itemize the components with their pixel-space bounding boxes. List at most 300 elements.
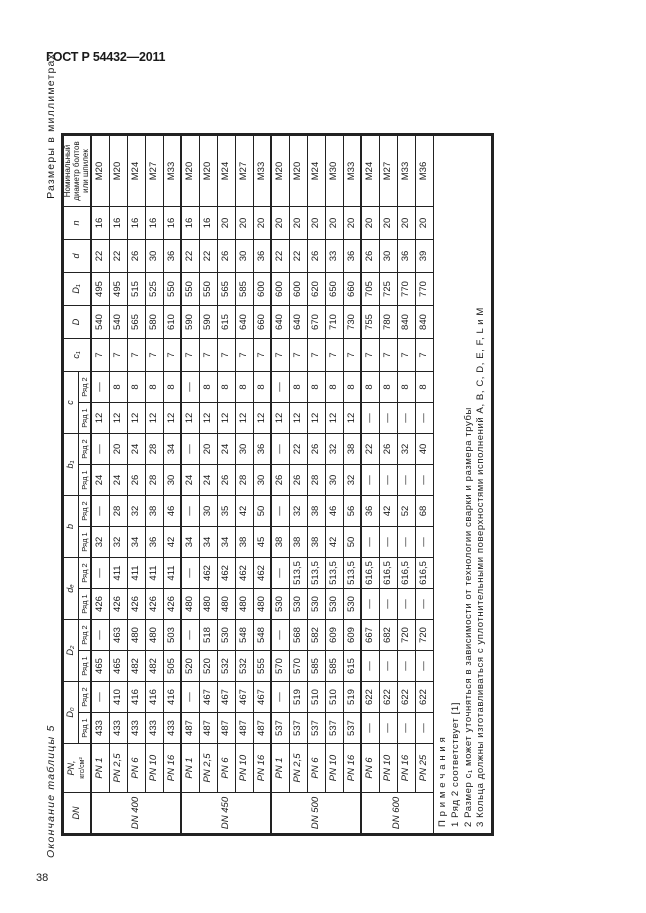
- cell-d2-row2: 568: [289, 620, 307, 651]
- cell-b-row1: —: [397, 527, 415, 558]
- cell-d2-row1: 570: [289, 651, 307, 682]
- cell-c1: 7: [289, 339, 307, 372]
- cell-b-row1: 38: [271, 527, 289, 558]
- cell-d2-row1: 570: [271, 651, 289, 682]
- table-row: [253, 135, 271, 835]
- cell-de-row2: 616,5: [415, 558, 433, 589]
- cell-bolt: M33: [163, 135, 181, 207]
- cell-b-row1: —: [361, 527, 379, 558]
- cell-bolt: M27: [145, 135, 163, 207]
- cell-d2-row2: 530: [217, 620, 235, 651]
- cell-b1-row1: 26: [271, 465, 289, 496]
- cell-b-row1: 42: [163, 527, 181, 558]
- header-row2: Ряд 2: [78, 434, 91, 465]
- cell-c1: 7: [217, 339, 235, 372]
- cell-bolt: M20: [199, 135, 217, 207]
- cell-c-row2: 8: [253, 372, 271, 403]
- header-n: n: [63, 207, 92, 240]
- cell-d: 30: [235, 240, 253, 273]
- note-item: 2 Размер c₁ может уточняться в зависимости от технологии сварки и размера трубы: [462, 407, 474, 827]
- cell-c-row1: 12: [181, 403, 199, 434]
- cell-b-row2: 32: [127, 496, 145, 527]
- cell-d2-row2: 720: [415, 620, 433, 651]
- cell-n: 16: [109, 207, 127, 240]
- cell-c1: 7: [181, 339, 199, 372]
- cell-d2-row2: 667: [361, 620, 379, 651]
- cell-pn: PN 16: [253, 744, 271, 793]
- cell-pn: PN 2,5: [109, 744, 127, 793]
- cell-c-row2: 8: [397, 372, 415, 403]
- header-d0: D₀: [63, 682, 79, 744]
- cell-c-row2: 8: [127, 372, 145, 403]
- cell-c1: 7: [361, 339, 379, 372]
- cell-pn: PN 2,5: [289, 744, 307, 793]
- cell-D1: 550: [181, 273, 199, 306]
- cell-D1: 550: [199, 273, 217, 306]
- cell-d0-row1: 537: [307, 713, 325, 744]
- cell-c1: 7: [199, 339, 217, 372]
- cell-b-row1: 38: [235, 527, 253, 558]
- cell-bolt: M20: [109, 135, 127, 207]
- cell-n: 20: [361, 207, 379, 240]
- cell-b1-row2: —: [181, 434, 199, 465]
- cell-d0-row2: 622: [379, 682, 397, 713]
- cell-b1-row2: —: [91, 434, 109, 465]
- cell-b-row1: 45: [253, 527, 271, 558]
- header-row1: Ряд 1: [78, 527, 91, 558]
- header-row2: Ряд 2: [78, 558, 91, 589]
- cell-d0-row1: —: [361, 713, 379, 744]
- header-D: D: [63, 306, 92, 339]
- cell-d0-row2: 622: [397, 682, 415, 713]
- cell-D: 730: [343, 306, 361, 339]
- cell-d: 33: [325, 240, 343, 273]
- cell-b1-row2: 32: [397, 434, 415, 465]
- cell-d: 30: [145, 240, 163, 273]
- cell-pn: PN 6: [127, 744, 145, 793]
- cell-b-row2: 42: [379, 496, 397, 527]
- cell-b1-row2: —: [271, 434, 289, 465]
- cell-d2-row1: 532: [217, 651, 235, 682]
- cell-d: 36: [397, 240, 415, 273]
- cell-d2-row1: 532: [235, 651, 253, 682]
- cell-b-row2: —: [271, 496, 289, 527]
- cell-c1: 7: [343, 339, 361, 372]
- cell-b1-row1: 26: [289, 465, 307, 496]
- cell-d: 26: [217, 240, 235, 273]
- cell-d0-row2: —: [91, 682, 109, 713]
- cell-bolt: M24: [217, 135, 235, 207]
- cell-c1: 7: [271, 339, 289, 372]
- cell-d: 22: [289, 240, 307, 273]
- cell-d2-row2: 463: [109, 620, 127, 651]
- cell-D1: 650: [325, 273, 343, 306]
- cell-c-row1: —: [379, 403, 397, 434]
- cell-n: 20: [271, 207, 289, 240]
- cell-b1-row2: 34: [163, 434, 181, 465]
- cell-c-row1: 12: [253, 403, 271, 434]
- cell-d0-row1: 433: [145, 713, 163, 744]
- document-title: ГОСТ Р 54432—2011: [46, 50, 166, 64]
- cell-bolt: M30: [325, 135, 343, 207]
- cell-d: 22: [181, 240, 199, 273]
- cell-b-row1: 34: [199, 527, 217, 558]
- cell-c-row1: 12: [289, 403, 307, 434]
- cell-pn: PN 10: [379, 744, 397, 793]
- cell-de-row2: 513,5: [289, 558, 307, 589]
- cell-c-row2: 8: [415, 372, 433, 403]
- cell-c-row1: 12: [127, 403, 145, 434]
- cell-b1-row1: 32: [343, 465, 361, 496]
- cell-de-row2: 513,5: [307, 558, 325, 589]
- header-d2: D₂: [63, 620, 79, 682]
- cell-de-row1: 426: [145, 589, 163, 620]
- cell-de-row2: —: [91, 558, 109, 589]
- cell-de-row1: 426: [163, 589, 181, 620]
- cell-n: 20: [253, 207, 271, 240]
- cell-de-row2: 411: [163, 558, 181, 589]
- cell-b1-row2: 26: [379, 434, 397, 465]
- table-row: [271, 135, 289, 835]
- cell-de-row2: 616,5: [397, 558, 415, 589]
- cell-D: 640: [235, 306, 253, 339]
- cell-de-row1: 480: [235, 589, 253, 620]
- cell-b1-row2: 30: [235, 434, 253, 465]
- cell-b1-row1: 28: [235, 465, 253, 496]
- cell-c1: 7: [145, 339, 163, 372]
- cell-b-row2: 46: [163, 496, 181, 527]
- cell-d: 26: [307, 240, 325, 273]
- table-row: [343, 135, 361, 835]
- cell-D1: 495: [109, 273, 127, 306]
- header-bolt-diameter: Номинальный диаметр болтов или шпилек: [63, 135, 92, 207]
- cell-c-row1: —: [397, 403, 415, 434]
- cell-b1-row2: 20: [109, 434, 127, 465]
- table-row: [235, 135, 253, 835]
- cell-b1-row2: 40: [415, 434, 433, 465]
- cell-d0-row1: 433: [109, 713, 127, 744]
- cell-d: 39: [415, 240, 433, 273]
- cell-D1: 600: [253, 273, 271, 306]
- cell-b1-row1: 26: [217, 465, 235, 496]
- cell-b1-row1: 28: [307, 465, 325, 496]
- cell-b-row1: 34: [127, 527, 145, 558]
- cell-d: 26: [361, 240, 379, 273]
- cell-pn: PN 10: [235, 744, 253, 793]
- cell-d0-row2: 410: [109, 682, 127, 713]
- header-pn: PN, кгс/см²: [63, 744, 92, 793]
- cell-D1: 525: [145, 273, 163, 306]
- cell-d2-row1: 520: [181, 651, 199, 682]
- cell-c-row1: 12: [199, 403, 217, 434]
- cell-d0-row2: 519: [289, 682, 307, 713]
- cell-b-row2: 42: [235, 496, 253, 527]
- cell-c-row2: 8: [361, 372, 379, 403]
- cell-c-row1: 12: [217, 403, 235, 434]
- cell-n: 16: [181, 207, 199, 240]
- cell-pn: PN 1: [91, 744, 109, 793]
- cell-c1: 7: [415, 339, 433, 372]
- cell-D1: 600: [271, 273, 289, 306]
- cell-D: 610: [163, 306, 181, 339]
- cell-d: 22: [199, 240, 217, 273]
- cell-c-row2: 8: [199, 372, 217, 403]
- header-b1: b₁: [63, 434, 79, 496]
- cell-d2-row2: 518: [199, 620, 217, 651]
- cell-bolt: M33: [343, 135, 361, 207]
- header-row1: Ряд 1: [78, 713, 91, 744]
- cell-c-row1: 12: [109, 403, 127, 434]
- cell-d2-row2: 682: [379, 620, 397, 651]
- cell-d2-row2: 503: [163, 620, 181, 651]
- cell-b-row2: 36: [361, 496, 379, 527]
- cell-pn: PN 1: [181, 744, 199, 793]
- cell-d0-row1: 487: [199, 713, 217, 744]
- cell-d0-row2: 519: [343, 682, 361, 713]
- cell-d2-row1: —: [361, 651, 379, 682]
- cell-b-row2: 68: [415, 496, 433, 527]
- cell-b-row2: 30: [199, 496, 217, 527]
- table-row: [109, 135, 127, 835]
- cell-dn: DN 500: [271, 793, 361, 835]
- cell-d0-row1: 537: [343, 713, 361, 744]
- cell-bolt: M20: [289, 135, 307, 207]
- cell-d2-row2: 548: [235, 620, 253, 651]
- cell-n: 16: [91, 207, 109, 240]
- cell-c1: 7: [235, 339, 253, 372]
- cell-c1: 7: [91, 339, 109, 372]
- cell-c1: 7: [379, 339, 397, 372]
- cell-D: 670: [307, 306, 325, 339]
- cell-pn: PN 6: [217, 744, 235, 793]
- cell-bolt: M20: [181, 135, 199, 207]
- header-b: b: [63, 496, 79, 558]
- cell-D: 640: [271, 306, 289, 339]
- notes-title: П р и м е ч а н и я: [436, 736, 448, 827]
- cell-c-row2: —: [91, 372, 109, 403]
- cell-d0-row2: 622: [415, 682, 433, 713]
- table-row: [361, 135, 379, 835]
- cell-pn: PN 25: [415, 744, 433, 793]
- table-row: [91, 135, 109, 835]
- cell-de-row1: 530: [307, 589, 325, 620]
- cell-D1: 770: [415, 273, 433, 306]
- cell-c-row2: —: [181, 372, 199, 403]
- cell-c-row2: 8: [325, 372, 343, 403]
- cell-de-row1: —: [361, 589, 379, 620]
- cell-c1: 7: [307, 339, 325, 372]
- cell-D: 565: [127, 306, 145, 339]
- cell-c-row1: 12: [325, 403, 343, 434]
- cell-d2-row2: 609: [343, 620, 361, 651]
- table-row: [181, 135, 199, 835]
- cell-b-row1: 32: [91, 527, 109, 558]
- cell-b1-row1: 24: [91, 465, 109, 496]
- page-number: 38: [36, 872, 49, 884]
- cell-d0-row2: 467: [253, 682, 271, 713]
- cell-bolt: M20: [91, 135, 109, 207]
- cell-b1-row2: 36: [253, 434, 271, 465]
- header-de: dₑ: [63, 558, 79, 620]
- cell-d0-row2: 622: [361, 682, 379, 713]
- cell-de-row2: 513,5: [343, 558, 361, 589]
- cell-b-row1: —: [379, 527, 397, 558]
- cell-d2-row1: 615: [343, 651, 361, 682]
- cell-d: 26: [127, 240, 145, 273]
- cell-d0-row2: 416: [127, 682, 145, 713]
- cell-de-row2: 411: [127, 558, 145, 589]
- cell-b1-row2: 22: [361, 434, 379, 465]
- cell-de-row2: 411: [145, 558, 163, 589]
- cell-d0-row2: 467: [235, 682, 253, 713]
- cell-n: 20: [289, 207, 307, 240]
- table-row: [397, 135, 415, 835]
- cell-de-row2: 462: [199, 558, 217, 589]
- cell-D: 780: [379, 306, 397, 339]
- cell-pn: PN 10: [325, 744, 343, 793]
- cell-de-row1: 480: [199, 589, 217, 620]
- header-row2: Ряд 2: [78, 372, 91, 403]
- cell-b-row2: 38: [307, 496, 325, 527]
- header-row2: Ряд 2: [78, 682, 91, 713]
- cell-b1-row1: 24: [181, 465, 199, 496]
- rotated-table-block: [45, 53, 615, 858]
- cell-c1: 7: [127, 339, 145, 372]
- cell-d2-row2: 609: [325, 620, 343, 651]
- cell-pn: PN 6: [307, 744, 325, 793]
- note-item: 3 Кольца должны изготавливаться с уплотнительными поверхностями исполнений A, B, C, D, E, F, L и M: [475, 307, 487, 827]
- cell-b-row1: 50: [343, 527, 361, 558]
- cell-b-row2: 46: [325, 496, 343, 527]
- cell-b-row1: 38: [289, 527, 307, 558]
- cell-b-row2: 32: [289, 496, 307, 527]
- cell-D1: 495: [91, 273, 109, 306]
- cell-D: 710: [325, 306, 343, 339]
- cell-c-row1: 12: [235, 403, 253, 434]
- table-caption: Окончание таблицы 5: [45, 724, 57, 858]
- header-d: d: [63, 240, 92, 273]
- cell-b1-row1: 24: [109, 465, 127, 496]
- cell-b1-row1: 26: [127, 465, 145, 496]
- cell-d2-row1: 555: [253, 651, 271, 682]
- cell-c-row2: 8: [145, 372, 163, 403]
- cell-bolt: M36: [415, 135, 433, 207]
- cell-dn: DN 600: [361, 793, 433, 835]
- table-row: [163, 135, 181, 835]
- cell-c-row2: 8: [109, 372, 127, 403]
- table-row: [307, 135, 325, 835]
- cell-b-row2: —: [91, 496, 109, 527]
- cell-b-row1: 32: [109, 527, 127, 558]
- cell-d0-row2: 510: [325, 682, 343, 713]
- cell-D: 590: [199, 306, 217, 339]
- cell-D1: 550: [163, 273, 181, 306]
- cell-D1: 620: [307, 273, 325, 306]
- table-row: [415, 135, 433, 835]
- cell-d2-row1: 482: [145, 651, 163, 682]
- cell-c-row2: 8: [235, 372, 253, 403]
- header-row1: Ряд 1: [78, 465, 91, 496]
- cell-c-row2: —: [271, 372, 289, 403]
- table-notes: [433, 135, 492, 835]
- cell-c-row1: —: [361, 403, 379, 434]
- cell-de-row2: 616,5: [361, 558, 379, 589]
- cell-b1-row1: 24: [199, 465, 217, 496]
- cell-c-row1: 12: [343, 403, 361, 434]
- cell-de-row2: 462: [253, 558, 271, 589]
- cell-de-row1: 426: [109, 589, 127, 620]
- cell-de-row1: 426: [91, 589, 109, 620]
- cell-d2-row2: 480: [145, 620, 163, 651]
- cell-D1: 515: [127, 273, 145, 306]
- cell-b-row1: 34: [181, 527, 199, 558]
- cell-b-row1: 34: [217, 527, 235, 558]
- cell-b1-row1: —: [361, 465, 379, 496]
- cell-b-row2: 52: [397, 496, 415, 527]
- cell-n: 20: [217, 207, 235, 240]
- cell-b-row2: —: [181, 496, 199, 527]
- cell-d0-row2: —: [181, 682, 199, 713]
- cell-d0-row1: —: [397, 713, 415, 744]
- cell-b-row2: 28: [109, 496, 127, 527]
- cell-D: 755: [361, 306, 379, 339]
- cell-d2-row1: —: [379, 651, 397, 682]
- header-dn: DN: [63, 793, 92, 835]
- header-row2: Ряд 2: [78, 496, 91, 527]
- cell-b1-row2: 24: [127, 434, 145, 465]
- flange-dimensions-table: [61, 133, 494, 836]
- cell-D: 660: [253, 306, 271, 339]
- table-row: [217, 135, 235, 835]
- cell-de-row1: 530: [289, 589, 307, 620]
- cell-bolt: M27: [379, 135, 397, 207]
- cell-d0-row1: 537: [289, 713, 307, 744]
- cell-c-row2: 8: [379, 372, 397, 403]
- cell-b1-row1: —: [379, 465, 397, 496]
- cell-n: 20: [235, 207, 253, 240]
- table-row: [325, 135, 343, 835]
- cell-dn: DN 400: [91, 793, 181, 835]
- cell-d2-row2: 720: [397, 620, 415, 651]
- cell-d2-row1: 585: [325, 651, 343, 682]
- cell-b1-row1: —: [397, 465, 415, 496]
- cell-bolt: M24: [307, 135, 325, 207]
- cell-b1-row1: —: [415, 465, 433, 496]
- cell-d0-row1: 487: [235, 713, 253, 744]
- cell-pn: PN 16: [397, 744, 415, 793]
- cell-n: 20: [343, 207, 361, 240]
- cell-b-row1: 42: [325, 527, 343, 558]
- cell-d0-row1: 537: [325, 713, 343, 744]
- cell-b1-row1: 28: [145, 465, 163, 496]
- cell-d: 30: [379, 240, 397, 273]
- cell-b-row1: —: [415, 527, 433, 558]
- cell-d0-row1: 433: [127, 713, 145, 744]
- cell-d0-row1: 487: [217, 713, 235, 744]
- cell-b1-row2: 38: [343, 434, 361, 465]
- cell-de-row1: 530: [343, 589, 361, 620]
- cell-D: 590: [181, 306, 199, 339]
- cell-b-row2: 56: [343, 496, 361, 527]
- cell-de-row1: 480: [253, 589, 271, 620]
- cell-n: 16: [127, 207, 145, 240]
- cell-c-row1: 12: [91, 403, 109, 434]
- cell-d0-row2: 416: [145, 682, 163, 713]
- cell-d2-row1: 482: [127, 651, 145, 682]
- cell-b1-row2: 32: [325, 434, 343, 465]
- cell-d0-row2: —: [271, 682, 289, 713]
- header-row1: Ряд 1: [78, 403, 91, 434]
